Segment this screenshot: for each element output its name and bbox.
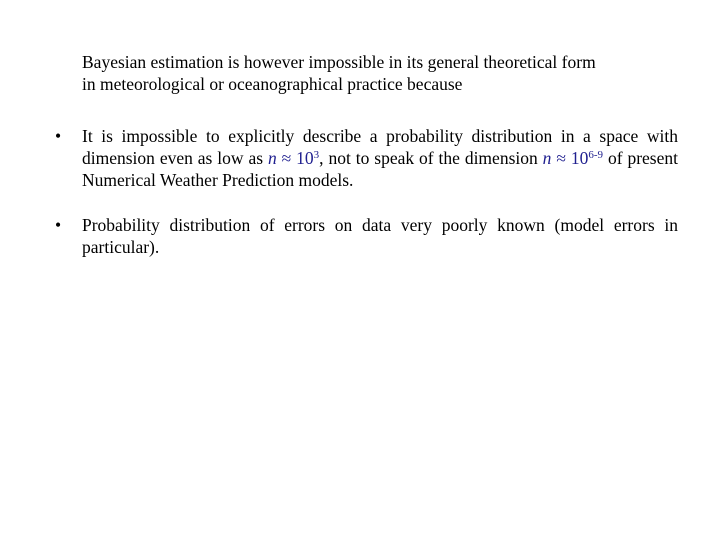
bullet-item-errors [0, 214, 678, 258]
math-dimension-low [268, 148, 319, 168]
bullet-marker: • [55, 126, 62, 146]
bullet-1-text-end: of present Numerical Weather Prediction models. [82, 148, 678, 190]
math-base: 10 [296, 148, 314, 168]
bullet-1-text-start: It is impossible to explicitly describe a probability distribution in a space with dimension even as low as [82, 126, 678, 168]
math-variable-n: n [542, 148, 552, 168]
intro-paragraph [82, 51, 682, 95]
intro-line-1: Bayesian estimation is however impossible in its general theoretical form [82, 52, 596, 72]
math-approx-sign: ≈ [551, 148, 571, 168]
intro-line-2: in meteorological or oceanographical practice because [82, 74, 463, 94]
math-base: 10 [570, 148, 589, 168]
math-exponent: 3 [313, 148, 320, 161]
bullet-1-text-middle: , not to speak of the dimension [319, 148, 543, 168]
math-approx-sign: ≈ [276, 148, 297, 168]
bullet-list [0, 125, 720, 258]
bullet-item-dimension [0, 125, 678, 191]
bullet-2-text: Probability distribution of errors on data very poorly known (model errors in particular). [82, 215, 678, 257]
math-variable-n: n [267, 148, 277, 168]
bullet-marker: • [55, 215, 62, 235]
math-exponent: 6-9 [588, 148, 604, 161]
math-dimension-nwp [543, 148, 603, 168]
